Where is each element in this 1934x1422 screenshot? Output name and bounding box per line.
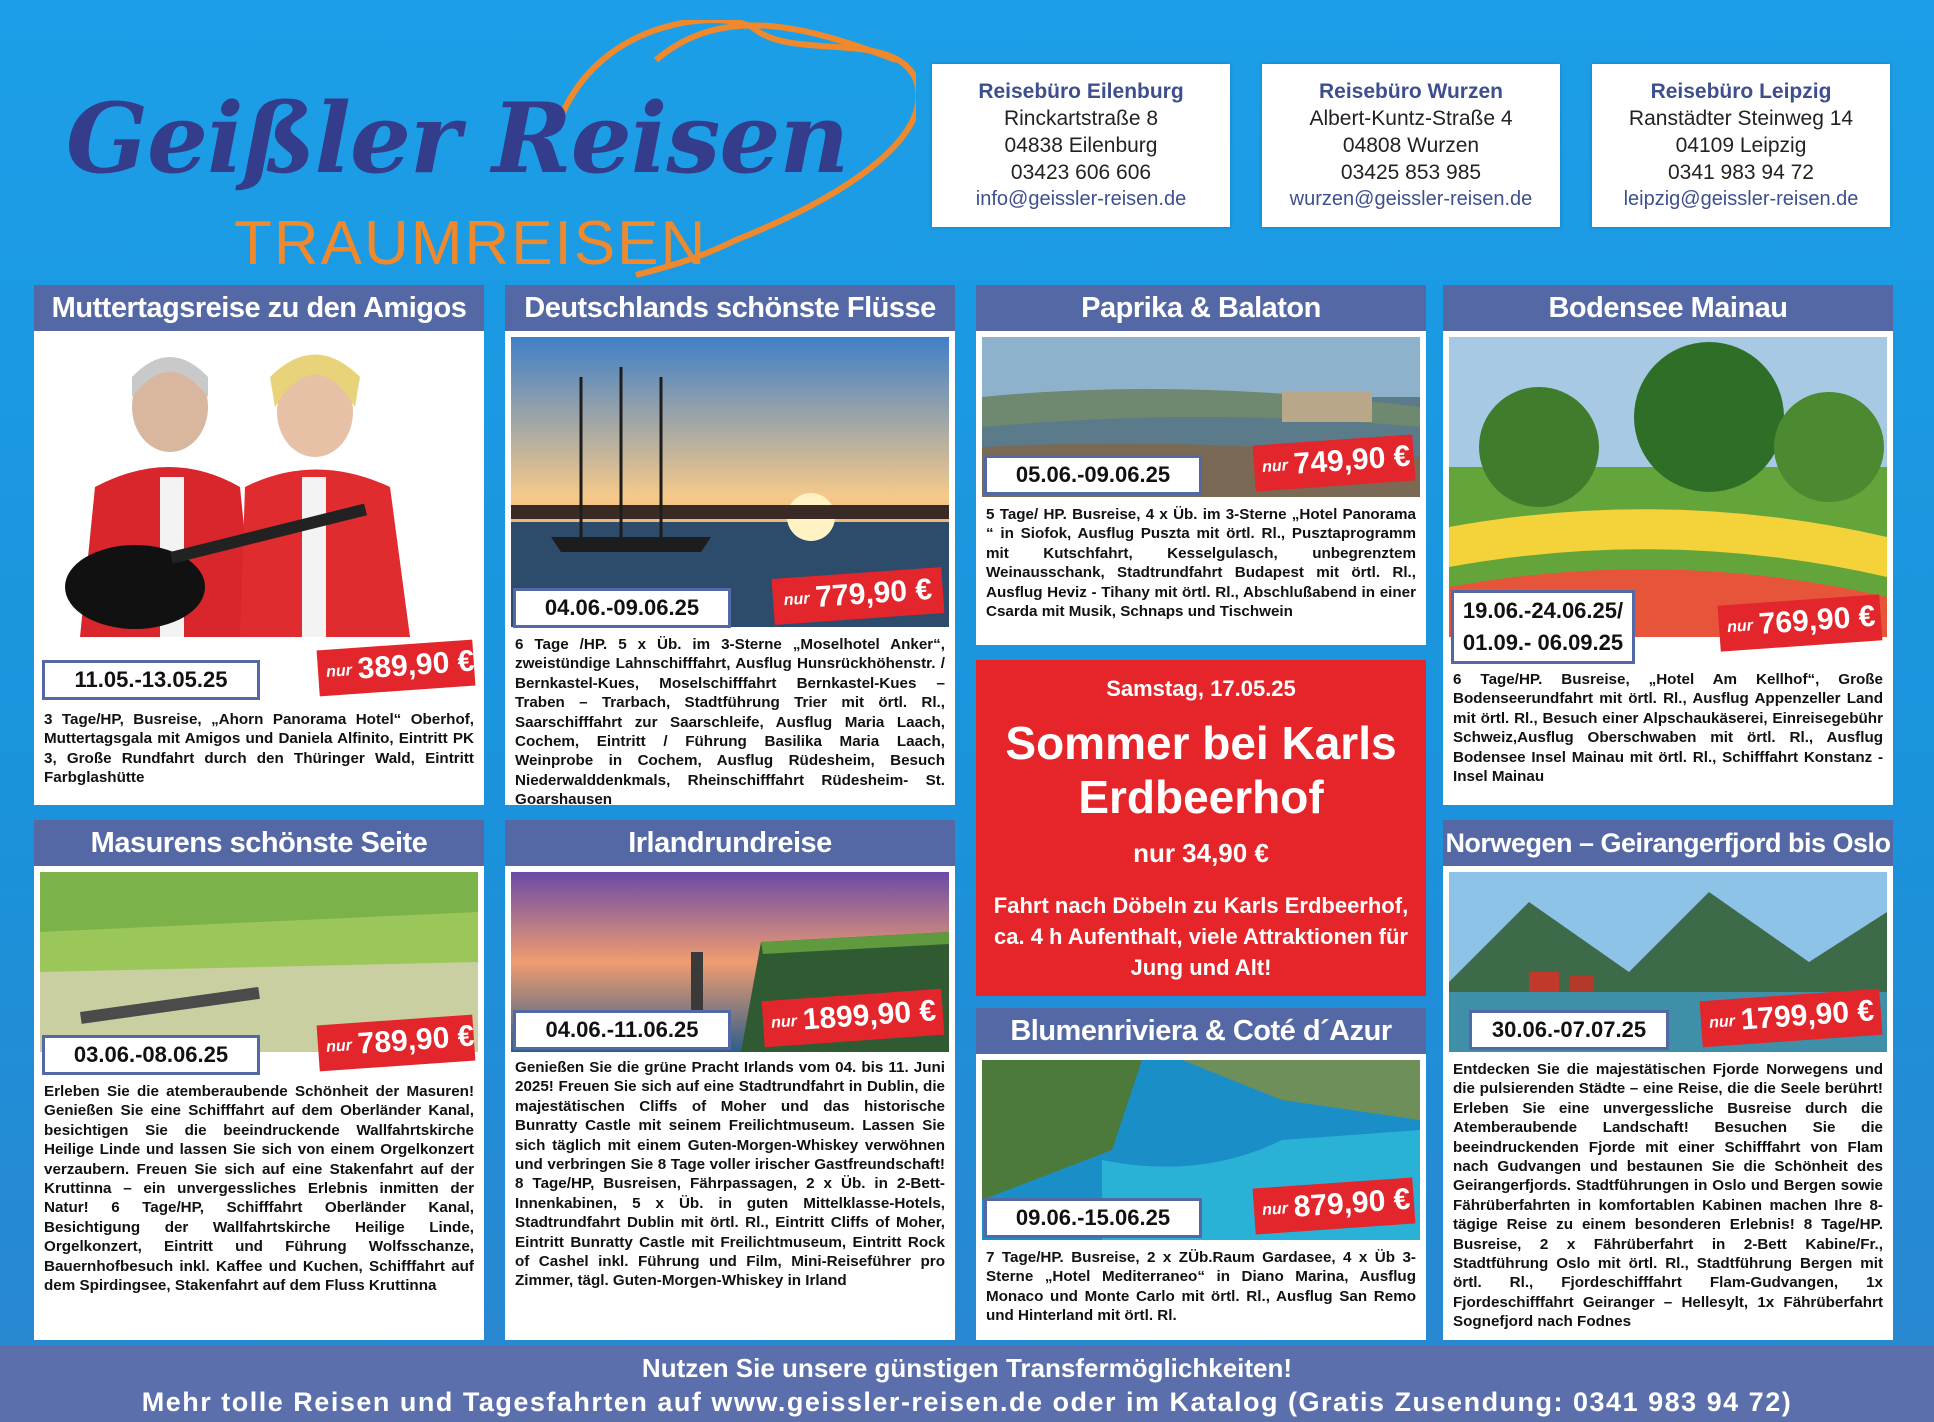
- tour-card-amigos[interactable]: [34, 285, 484, 805]
- tour-description: 5 Tage/ HP. Busreise, 4 x Üb. im 3-Sterne „Hotel Panorama “ in Siofok, Ausflug Puszta mit örtl. Rl., Pusztaprogramm mit Kutschfahrt, Kesselgulasch, unbegrenztem Weinausschank, Stadtrundfahrt Budapest mit örtl. Rl., Ausflug Heviz - Tihany mit örtl. Rl., Abschlußabend in einer Csarda mit Musik, Schnaps und Tischwein: [986, 506, 1416, 621]
- tour-price-badge: [317, 640, 476, 697]
- tour-date-badge: 30.06.-07.07.25: [1469, 1010, 1669, 1050]
- tour-title: Irlandrundreise: [505, 820, 955, 866]
- tour-photo-amigos: [40, 337, 478, 637]
- office-email-link[interactable]: leipzig@geissler-reisen.de: [1623, 188, 1859, 210]
- price-prefix: nur: [783, 590, 811, 610]
- tour-date-badge: 04.06.-09.06.25: [513, 588, 731, 628]
- footer-transfer-note: Nutzen Sie unsere günstigen Transfermöglichkeiten!: [641, 1353, 1293, 1383]
- tour-title: Blumenriviera & Coté d´Azur: [976, 1008, 1426, 1054]
- tour-date-badge: 09.06.-15.06.25: [984, 1198, 1202, 1238]
- office-name: Reisebüro Leipzig: [1650, 80, 1832, 103]
- footer-website-line[interactable]: Mehr tolle Reisen und Tagesfahrten auf www.geissler-reisen.de oder im Katalog (Gratis Zusendung: 0341 983 94 72): [141, 1387, 1793, 1417]
- office-phone[interactable]: 03423 606 606: [1010, 161, 1152, 184]
- tour-card-riviera[interactable]: [976, 1008, 1426, 1340]
- office-card-leipzig: [1592, 64, 1890, 227]
- office-street: Rinckartstraße 8: [1003, 107, 1159, 130]
- brand-name: Geißler Reisen: [66, 82, 849, 195]
- tour-date-badge: 03.06.-08.06.25: [42, 1035, 260, 1075]
- tour-date-badge: 11.05.-13.05.25: [42, 660, 260, 700]
- price-prefix: nur: [1708, 1013, 1736, 1032]
- tour-description: Entdecken Sie die majestätischen Fjorde Norwegens und die pulsierenden Städte – eine Reise, die die Seele berührt! Erleben Sie eine unvergessliche Busreise durch die Atemberaubende Landschaft! Besuchen Sie die beeindruckenden Fjorde mit einer Schifffahrt von Flam nach Gudvangen und bestaunen Sie die Schönheit des Geirangerfjords. Stadtführungen in Oslo und Bergen sowie Fährüberfahrten in komfortablen Kabinen machen Ihre 8-tägige Reise zu einem besonderen Erlebnis! 8 Tage/HP. Busreise, 2 x Fährüberfahrt in 2-Bett Kabine/Fr., Stadtführung Oslo mit örtl. Rl., Stadtführung Bergen mit örtl. Rl., Fjordeschifffahrt Flam-Gudvangen, 1x Fjordeschifffahrt Geiranger – Hellesylt, 1x Fährüberfahrt Sognefjord nach Fodnes: [1453, 1061, 1883, 1331]
- price-value: 879,90 €: [1292, 1182, 1412, 1224]
- price-prefix: nur: [1261, 457, 1289, 477]
- price-value: 1899,90 €: [801, 994, 938, 1037]
- event-description: Fahrt nach Döbeln zu Karls Erdbeerhof, ca. 4 h Aufenthalt, viele Attraktionen für Jung und Alt!: [993, 893, 1409, 980]
- office-card-wurzen: [1262, 64, 1560, 227]
- tour-date-badge: 19.06.-24.06.25/ 01.09.- 06.09.25: [1451, 590, 1635, 664]
- office-name: Reisebüro Eilenburg: [978, 80, 1184, 103]
- tour-title: Bodensee Mainau: [1443, 285, 1893, 331]
- price-prefix: nur: [1261, 1200, 1289, 1220]
- tour-card-norwegen[interactable]: [1443, 820, 1893, 1340]
- price-prefix: nur: [1726, 617, 1754, 637]
- tour-card-irland[interactable]: [505, 820, 955, 1340]
- tour-card-masuren[interactable]: [34, 820, 484, 1340]
- office-name: Reisebüro Wurzen: [1319, 80, 1503, 103]
- event-price: nur 34,90 €: [1133, 838, 1269, 868]
- tour-description: Genießen Sie die grüne Pracht Irlands vom 04. bis 11. Juni 2025! Freuen Sie sich auf eine Stadtrundfahrt in Dublin, die majestätischen Cliffs of Moher und das historische Bunratty Castle mit seinem Freilichtmuseum. Lassen Sie sich täglich mit einem Guten-Morgen-Whiskey verwöhnen und verbringen Sie 8 Tage voller irischer Gastfreundschaft! 8 Tage/HP, Busreisen, Fährpassagen, 2 x Üb. in 2-Bett-Innenkabinen, 5 x Üb. in guten Mittelklasse-Hotels, Stadtrundfahrt Dublin mit örtl. Rl., Eintritt Cliffs of Moher, Eintritt Bunratty Castle mit Freilichtmuseum, Eintritt Rock of Cashel inkl. Führung und Film, Mini-Reiseführer pro Zimmer, tägl. Guten-Morgen-Whiskey in Irland: [515, 1059, 945, 1290]
- tour-title: Masurens schönste Seite: [34, 820, 484, 866]
- tour-title: Muttertagsreise zu den Amigos: [34, 285, 484, 331]
- brand-logo: [36, 20, 916, 280]
- event-promo-erdbeerhof[interactable]: [976, 660, 1426, 996]
- tour-description: Erleben Sie die atemberaubende Schönheit der Masuren! Genießen Sie eine Schifffahrt auf dem Oberländer Kanal, besichtigen Sie die beeindruckende Wallfahrtskirche Heilige Linde und lassen Sie sich von einem Orgelkonzert verzaubern. Freuen Sie sich auf eine Stakenfahrt auf der Kruttinna – ein unvergessliches Erlebnis inmitten der Natur! 6 Tage/HP, Schifffahrt Oberländer Kanal, Besichtigung der Wallfahrtskirche Heilige Linde, Orgelkonzert, Eintritt und Führung Wolfsschanze, Bauernhofbesuch inkl. Kaffee und Kuchen, Schifffahrt auf dem Spirdingsee, Stakenfahrt auf dem Fluss Kruttinna: [44, 1083, 474, 1295]
- office-email-link[interactable]: info@geissler-reisen.de: [975, 188, 1187, 210]
- office-phone[interactable]: 0341 983 94 72: [1668, 161, 1814, 184]
- office-phone[interactable]: 03425 853 985: [1340, 161, 1482, 184]
- price-value: 769,90 €: [1757, 599, 1877, 641]
- tour-description: 7 Tage/HP. Busreise, 2 x ZÜb.Raum Gardasee, 4 x Üb 3-Sterne „Hotel Mediterraneo“ in Diano Marina, Ausflug Monaco und Monte Carlo mit örtl. Rl., Ausflug San Remo und Hinterland mit örtl. Rl.: [986, 1249, 1416, 1325]
- tour-price-badge: [1718, 594, 1883, 651]
- price-value: 779,90 €: [814, 572, 934, 614]
- tour-title: Paprika & Balaton: [976, 285, 1426, 331]
- office-email-link[interactable]: wurzen@geissler-reisen.de: [1289, 188, 1533, 210]
- price-prefix: nur: [325, 1037, 353, 1056]
- price-value: 389,90 €: [356, 644, 476, 686]
- tour-date-badge: 05.06.-09.06.25: [984, 455, 1202, 495]
- office-street: Ranstädter Steinweg 14: [1628, 107, 1854, 130]
- tour-date-badge: 04.06.-11.06.25: [513, 1010, 731, 1050]
- event-title: Sommer bei Karls Erdbeerhof: [1005, 717, 1397, 823]
- brand-tagline: TRAUMREISEN: [234, 209, 708, 278]
- price-prefix: nur: [770, 1013, 798, 1032]
- event-date: Samstag, 17.05.25: [1106, 676, 1296, 701]
- tour-title: Norwegen – Geirangerfjord bis Oslo: [1443, 820, 1893, 866]
- tour-card-fluesse[interactable]: [505, 285, 955, 809]
- tour-card-balaton[interactable]: [976, 285, 1426, 645]
- price-value: 749,90 €: [1292, 439, 1412, 481]
- tour-title: Deutschlands schönste Flüsse: [505, 285, 955, 331]
- office-city: 04838 Eilenburg: [1004, 134, 1158, 157]
- office-card-eilenburg: [932, 64, 1230, 227]
- tour-description: 3 Tage/HP, Busreise, „Ahorn Panorama Hotel“ Oberhof, Muttertagsgala mit Amigos und Daniela Alfinito, Eintritt PK 3, Große Rundfahrt durch den Thüringer Wald, Eintritt Farbglashütte: [44, 711, 474, 787]
- office-street: Albert-Kuntz-Straße 4: [1309, 107, 1513, 130]
- tour-description: 6 Tage/HP. Busreise, „Hotel Am Kellhof“, Große Bodenseerundfahrt mit örtl. Rl., Ausflug Appenzeller Land mit örtl. Rl., Besuch einer Alpschaukäserei, Einreisegebühr Schweiz,Ausflug Oberschwaben mit örtl. Rl., Ausflug Bodensee Insel Mainau mit örtl. Rl., Schifffahrt Konstanz - Insel Mainau: [1453, 671, 1883, 786]
- tour-card-bodensee[interactable]: [1443, 285, 1893, 805]
- price-prefix: nur: [325, 662, 353, 681]
- office-city: 04808 Wurzen: [1342, 134, 1480, 157]
- price-value: 789,90 €: [356, 1019, 476, 1061]
- footer-banner: [0, 1345, 1934, 1422]
- tour-description: 6 Tage /HP. 5 x Üb. im 3-Sterne „Moselhotel Anker“, zweistündige Lahnschifffahrt, Ausflug Hunsrückhöhenstr. / Bernkastel-Kues, Moselschifffahrt Bernkastel-Kues – Traben – Trarbach, Stadtführung Trier mit örtl. Rl., Saarschifffahrt zur Saarschleife, Ausflug Maria Laach, Cochem, Eintritt / Führung Basilika Maria Laach, Weinprobe in Cochem, Ausflug Rüdesheim, Besuch Niederwalddenkmals, Rheinschifffahrt Rüdesheim- St. Goarshausen: [515, 636, 945, 809]
- price-value: 1799,90 €: [1739, 994, 1876, 1037]
- office-city: 04109 Leipzig: [1675, 134, 1807, 157]
- tour-price-badge: [317, 1015, 476, 1072]
